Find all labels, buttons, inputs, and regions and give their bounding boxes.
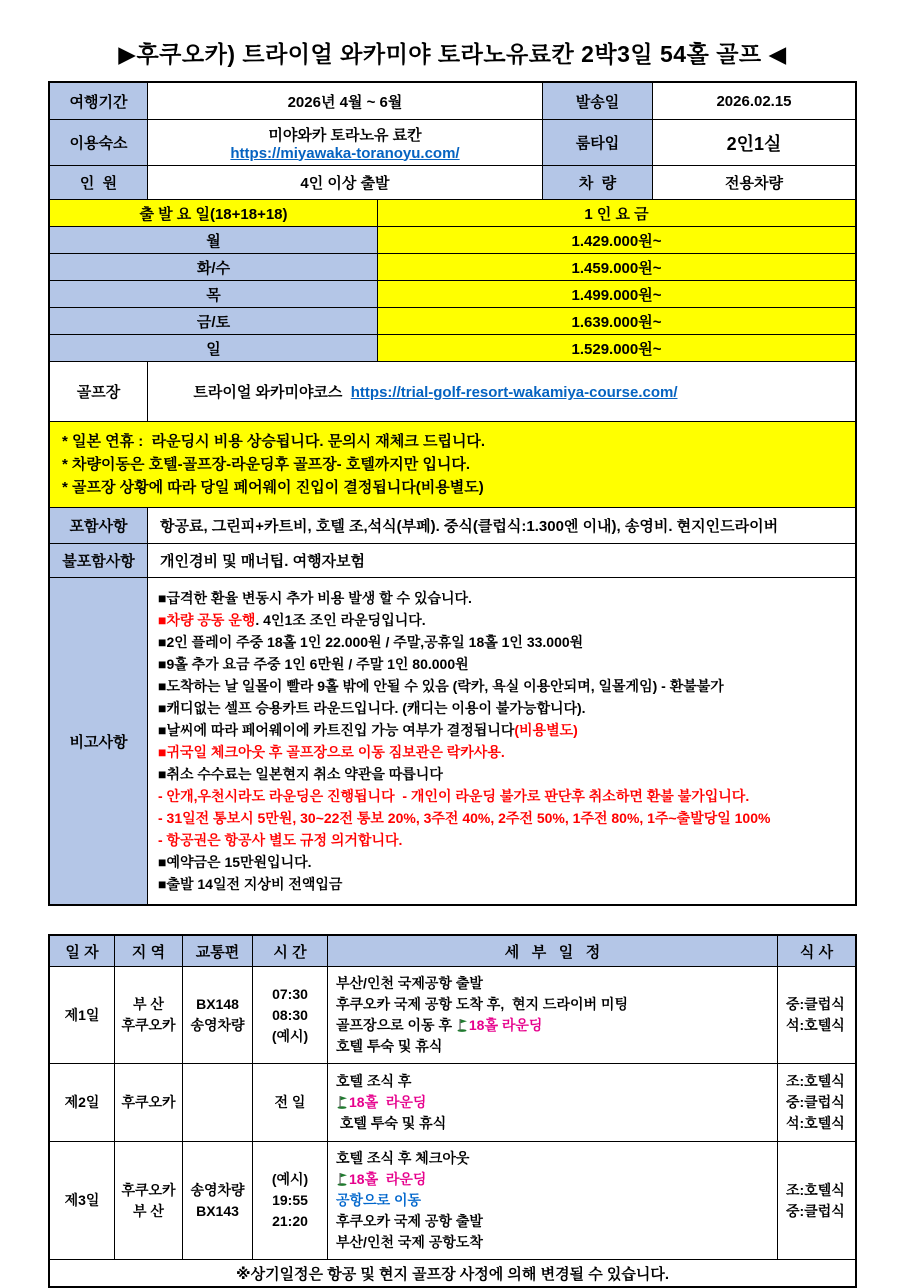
text-line: ■급격한 환율 변동시 추가 비용 발생 할 수 있습니다. bbox=[158, 590, 472, 606]
text-line: 후쿠오카 bbox=[121, 1094, 176, 1110]
text-line: ■도착하는 날 일몰이 빨라 9홀 밖에 안될 수 있음 (락카, 욕실 이용안되며, 일몰게임) - 환불불가 bbox=[158, 678, 724, 694]
value-notes bbox=[147, 578, 855, 904]
itinerary-footer-row bbox=[50, 1259, 855, 1286]
label-travel-period: 여행기간 bbox=[50, 83, 147, 119]
label-hotel: 이용숙소 bbox=[50, 120, 147, 165]
text-line: * 골프장 상황에 따라 당일 페어웨이 진입이 결정됩니다(비용별도) bbox=[62, 479, 484, 496]
text-line: 중:클럽식 bbox=[786, 1094, 845, 1110]
price-amount: 1.459.000원~ bbox=[377, 254, 855, 280]
info-row-hotel bbox=[50, 119, 855, 165]
excluded-row bbox=[50, 543, 855, 577]
price-amount: 1.499.000원~ bbox=[377, 281, 855, 307]
text-line: ■캐디없는 셀프 승용카트 라운드입니다. (캐디는 이용이 불가능합니다). bbox=[158, 700, 586, 716]
golf-flag-icon bbox=[336, 1094, 349, 1110]
col-header-details: 세 부 일 정 bbox=[327, 936, 777, 966]
value-hotel bbox=[147, 120, 542, 165]
col-header-time: 시 간 bbox=[252, 936, 327, 966]
region-cell bbox=[114, 1142, 182, 1259]
value-vehicle: 전용차량 bbox=[652, 166, 855, 199]
label-vehicle: 차 량 bbox=[542, 166, 652, 199]
text-line: 석:호텔식 bbox=[786, 1017, 845, 1033]
golf-course-name: 트라이얼 와카미야코스 bbox=[193, 384, 343, 401]
text-line: 08:30 bbox=[272, 1006, 308, 1023]
label-send-date: 발송일 bbox=[542, 83, 652, 119]
text-line: 석:호텔식 bbox=[786, 1115, 845, 1131]
price-day: 목 bbox=[50, 281, 377, 307]
text-line: 호텔 조식 후 bbox=[336, 1073, 412, 1089]
region-cell bbox=[114, 967, 182, 1063]
label-included: 포함사항 bbox=[50, 508, 147, 543]
text-line: 후쿠오카 bbox=[121, 1017, 176, 1033]
text-line: 공항으로 이동 bbox=[336, 1192, 422, 1208]
warnings-cell bbox=[50, 422, 855, 507]
text-line: 부 산 bbox=[133, 1202, 164, 1219]
time-cell bbox=[252, 1064, 327, 1141]
text-line: * 차량이동은 호텔-골프장-라운딩후 골프장- 호텔까지만 입니다. bbox=[62, 456, 471, 473]
day-label: 제1일 bbox=[64, 1006, 100, 1023]
price-row bbox=[50, 334, 855, 361]
details-cell bbox=[327, 1064, 777, 1141]
col-header-region: 지 역 bbox=[114, 936, 182, 966]
text-line: (예시) bbox=[271, 1171, 309, 1187]
day-label: 제3일 bbox=[64, 1192, 100, 1208]
value-included: 항공료, 그린피+카트비, 호텔 조,석식(부페). 중식(클럽식:1.300엔 이내), 송영비. 현지인드라이버 bbox=[147, 508, 855, 543]
text-line: 조:호텔식 bbox=[786, 1073, 845, 1089]
text-line: ■출발 14일전 지상비 전액입금 bbox=[158, 876, 343, 892]
text-line: 부산/인천 국제 공항도착 bbox=[336, 1234, 483, 1250]
text-line: 부 산 bbox=[133, 996, 164, 1012]
text-line: 호텔 투숙 및 휴식 bbox=[336, 1115, 447, 1131]
region-cell bbox=[114, 1064, 182, 1141]
text-line: 호텔 투숙 및 휴식 bbox=[336, 1038, 443, 1054]
transport-cell bbox=[182, 1064, 252, 1141]
text-line: 후쿠오카 bbox=[121, 1181, 176, 1198]
warnings-row bbox=[50, 421, 855, 507]
price-amount: 1.529.000원~ bbox=[377, 335, 855, 361]
price-row bbox=[50, 226, 855, 253]
text-line: ■날씨에 따라 페어웨이에 카트진입 가능 여부가 결정됩니다(비용별도) bbox=[158, 722, 578, 738]
text-line: ■취소 수수료는 일본현지 취소 약관을 따릅니다 bbox=[158, 766, 443, 782]
text-line: BX143 bbox=[196, 1202, 239, 1219]
text-line: * 일본 연휴 : 라운딩시 비용 상승됩니다. 문의시 재체크 드립니다. bbox=[62, 433, 486, 450]
text-line: 조:호텔식 bbox=[786, 1181, 845, 1198]
text-line: ■2인 플레이 주중 18홀 1인 22.000원 / 주말,공휴일 18홀 1인 33.000원 bbox=[158, 634, 584, 650]
text-line: 송영차량 bbox=[190, 1181, 245, 1198]
text-line: 07:30 bbox=[272, 985, 308, 1002]
price-row bbox=[50, 253, 855, 280]
meals-cell bbox=[777, 1064, 855, 1141]
label-golf-course: 골프장 bbox=[76, 384, 121, 401]
price-row bbox=[50, 280, 855, 307]
text-line: 호텔 조식 후 체크아웃 bbox=[336, 1150, 470, 1166]
price-day: 월 bbox=[50, 227, 377, 253]
value-pax: 4인 이상 출발 bbox=[147, 166, 542, 199]
text-line: 18홀 라운딩 bbox=[336, 1092, 426, 1113]
text-line: 19:55 bbox=[272, 1192, 308, 1208]
hotel-name: 미야와카 토라노유 료칸 bbox=[268, 126, 422, 144]
itinerary-row-day2 bbox=[50, 1063, 855, 1141]
details-cell bbox=[327, 967, 777, 1063]
golf-course-link[interactable]: https://trial-golf-resort-wakamiya-course.com/ bbox=[350, 384, 678, 401]
text-line: 후쿠오카 국제 공항 도착 후, 현지 드라이버 미팅 bbox=[336, 996, 628, 1012]
text-line: BX148 bbox=[196, 996, 239, 1012]
label-excluded: 불포함사항 bbox=[50, 544, 147, 577]
col-header-day: 일 자 bbox=[50, 936, 114, 966]
label-pax: 인 원 bbox=[50, 166, 147, 199]
time-cell bbox=[252, 1142, 327, 1259]
price-day: 금/토 bbox=[50, 308, 377, 334]
spacer bbox=[0, 906, 905, 934]
text-line: 후쿠오카 국제 공항 출발 bbox=[336, 1213, 483, 1229]
label-room-type: 룸타입 bbox=[542, 120, 652, 165]
text-line: 전 일 bbox=[274, 1094, 306, 1110]
text-line: ■9홀 추가 요금 주중 1인 6만원 / 주말 1인 80.000원 bbox=[158, 656, 469, 672]
price-header-day: 출 발 요 일(18+18+18) bbox=[50, 200, 377, 226]
price-header-amount: 1 인 요 금 bbox=[377, 200, 855, 226]
info-row-pax bbox=[50, 165, 855, 199]
itinerary-footer-note: ※상기일정은 항공 및 현지 골프장 사정에 의해 변경될 수 있습니다. bbox=[236, 1265, 669, 1283]
notes-row bbox=[50, 577, 855, 904]
value-excluded: 개인경비 및 매너팁. 여행자보험 bbox=[147, 544, 855, 577]
text-line: 골프장으로 이동 후 18홀 라운딩 bbox=[336, 1017, 543, 1033]
meals-cell bbox=[777, 1142, 855, 1259]
transport-cell bbox=[182, 1142, 252, 1259]
value-room-type: 2인1실 bbox=[652, 120, 855, 165]
price-day: 화/수 bbox=[50, 254, 377, 280]
golf-flag-icon bbox=[456, 1017, 469, 1033]
text-line: 중:클럽식 bbox=[786, 1202, 845, 1219]
itinerary-row-day3 bbox=[50, 1141, 855, 1259]
info-row-period bbox=[50, 83, 855, 119]
transport-cell bbox=[182, 967, 252, 1063]
text-line: - 항공권은 항공사 별도 규정 의거합니다. bbox=[158, 832, 403, 848]
text-line: 중:클럽식 bbox=[786, 996, 845, 1012]
price-row bbox=[50, 307, 855, 334]
page-title: ▶후쿠오카) 트라이얼 와카미야 토라노유료칸 2박3일 54홀 골프 ◀ bbox=[118, 41, 787, 67]
value-travel-period: 2026년 4월 ~ 6월 bbox=[147, 83, 542, 119]
text-line: ■예약금은 15만원입니다. bbox=[158, 854, 312, 870]
price-amount: 1.639.000원~ bbox=[377, 308, 855, 334]
golf-course-row bbox=[50, 361, 855, 421]
price-amount: 1.429.000원~ bbox=[377, 227, 855, 253]
meals-cell bbox=[777, 967, 855, 1063]
day-label: 제2일 bbox=[64, 1094, 100, 1110]
itinerary-header-row bbox=[50, 936, 855, 966]
text-line: 송영차량 bbox=[190, 1017, 245, 1033]
text-line: - 안개,우천시라도 라운딩은 진행됩니다 - 개인이 라운딩 불가로 판단후 취소하면 환불 불가입니다. bbox=[158, 788, 750, 804]
text-line: ■귀국일 체크아웃 후 골프장으로 이동 짐보관은 락카사용. bbox=[158, 744, 505, 760]
text-line: ■차량 공동 운행. 4인1조 조인 라운딩입니다. bbox=[158, 612, 426, 628]
col-header-transport: 교통편 bbox=[182, 936, 252, 966]
text-line: 21:20 bbox=[272, 1213, 308, 1229]
text-line: (예시) bbox=[271, 1027, 309, 1044]
price-header-row bbox=[50, 199, 855, 226]
itinerary-table bbox=[48, 934, 857, 1288]
itinerary-row-day1 bbox=[50, 966, 855, 1063]
details-cell bbox=[327, 1142, 777, 1259]
time-cell bbox=[252, 967, 327, 1063]
value-golf-course bbox=[147, 362, 855, 421]
main-info-block bbox=[48, 81, 857, 906]
value-send-date: 2026.02.15 bbox=[652, 83, 855, 119]
text-line: 18홀 라운딩 bbox=[336, 1169, 426, 1190]
text-line: - 31일전 통보시 5만원, 30~22전 통보 20%, 3주전 40%, 2주전 50%, 1주전 80%, 1주~출발당일 100% bbox=[158, 810, 771, 826]
col-header-meals: 식 사 bbox=[777, 936, 855, 966]
hotel-link[interactable]: https://miyawaka-toranoyu.com/ bbox=[230, 144, 460, 162]
price-day: 일 bbox=[50, 335, 377, 361]
golf-flag-icon bbox=[336, 1171, 349, 1187]
label-notes: 비고사항 bbox=[50, 578, 147, 904]
included-row bbox=[50, 507, 855, 543]
text-line: 부산/인천 국제공항 출발 bbox=[336, 975, 483, 991]
